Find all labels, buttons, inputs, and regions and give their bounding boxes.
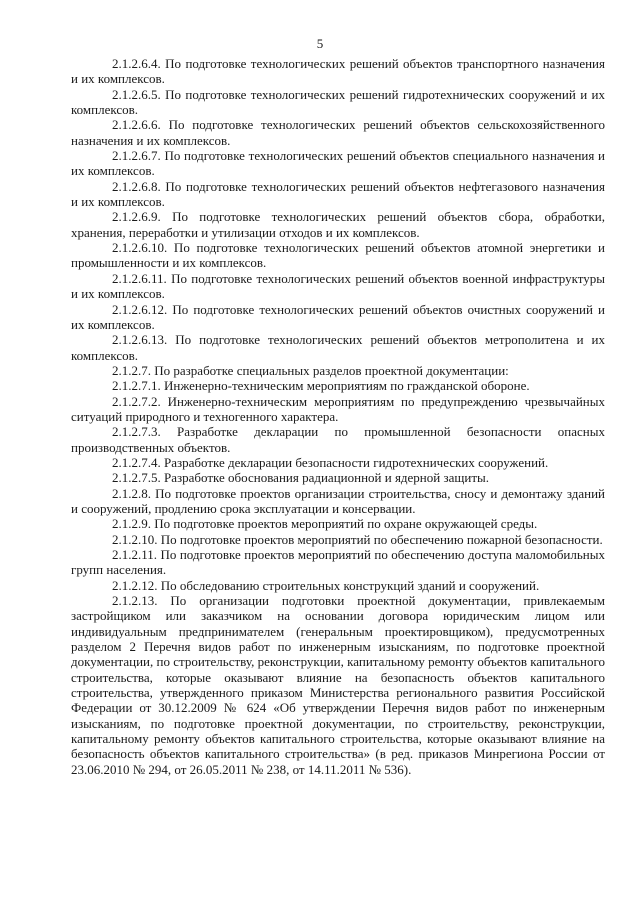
paragraph-2-1-2-6-12: 2.1.2.6.12. По подготовке технологических решений объектов очистных сооружений и их комплексов. bbox=[71, 301, 605, 332]
paragraph-2-1-2-8: 2.1.2.8. По подготовке проектов организации строительства, сносу и демонтажу зданий и сооружений, продлению срока эксплуатации и консервации. bbox=[71, 485, 605, 516]
page-number: 5 bbox=[316, 36, 324, 51]
paragraph-2-1-2-13: 2.1.2.13. По организации подготовки проектной документации, привлекаемым застройщиком или заказчиком на основании договора юридическим лицом или индивидуальным предпринимателем (генеральным проектировщиком), предусмотренных разделом 2 Перечня видов работ по инженерным изысканиям, по подготовке проектной документации, по строительству, реконструкции, капитальному ремонту объектов капитального строительства, которые оказывают влияние на безопасность объектов капитального строительства, утвержденного приказом Министерства регионального развития Российской Федерации от 30.12.2009 № 624 «Об утверждении Перечня видов работ по инженерным изысканиям, по подготовке проектной документации, по строительству, реконструкции, капитальному ремонту объектов капитального строительства, которые оказывают влияние на безопасность объектов капитального строительства» (в ред. приказов Минрегиона России от 23.06.2010 № 294, от 26.05.2011 № 238, от 14.11.2011 № 536). bbox=[71, 593, 605, 777]
paragraph-2-1-2-7-1: 2.1.2.7.1. Инженерно-техническим мероприятиям по гражданской обороне. bbox=[112, 378, 530, 394]
paragraph-2-1-2-6-9: 2.1.2.6.9. По подготовке технологических решений объектов сбора, обработки, хранения, переработки и утилизации отходов и их комплексов. bbox=[71, 209, 605, 240]
document-body bbox=[71, 56, 605, 777]
paragraph-2-1-2-6-6: 2.1.2.6.6. По подготовке технологических решений объектов сельскохозяйственного назначения и их комплексов. bbox=[71, 117, 605, 148]
paragraph-2-1-2-9: 2.1.2.9. По подготовке проектов мероприятий по охране окружающей среды. bbox=[112, 516, 538, 532]
paragraph-2-1-2-6-4: 2.1.2.6.4. По подготовке технологических решений объектов транспортного назначения и их комплексов. bbox=[71, 56, 605, 87]
paragraph-2-1-2-12: 2.1.2.12. По обследованию строительных конструкций зданий и сооружений. bbox=[112, 577, 540, 593]
paragraph-2-1-2-6-8: 2.1.2.6.8. По подготовке технологических решений объектов нефтегазового назначения и их комплексов. bbox=[71, 178, 605, 210]
paragraph-2-1-2-6-10: 2.1.2.6.10. По подготовке технологических решений объектов атомной энергетики и промышленности и их комплексов. bbox=[71, 240, 605, 271]
paragraph-2-1-2-7-4: 2.1.2.7.4. Разработке декларации безопасности гидротехнических сооружений. bbox=[112, 454, 549, 470]
paragraph-2-1-2-7-3: 2.1.2.7.3. Разработке декларации по промышленной безопасности опасных производственных объектов. bbox=[71, 424, 605, 455]
paragraph-2-1-2-6-7: 2.1.2.6.7. По подготовке технологических решений объектов специального назначения и их комплексов. bbox=[71, 148, 605, 179]
paragraph-2-1-2-11: 2.1.2.11. По подготовке проектов мероприятий по обеспечению доступа маломобильных групп населения. bbox=[71, 547, 605, 578]
paragraph-2-1-2-7: 2.1.2.7. По разработке специальных разделов проектной документации: bbox=[112, 362, 509, 378]
paragraph-2-1-2-6-5: 2.1.2.6.5. По подготовке технологических решений гидротехнических сооружений и их комплексов. bbox=[71, 86, 605, 118]
paragraph-2-1-2-7-2: 2.1.2.7.2. Инженерно-техническим мероприятиям по предупреждению чрезвычайных ситуаций природного и техногенного характера. bbox=[71, 393, 605, 424]
paragraph-2-1-2-6-11: 2.1.2.6.11. По подготовке технологических решений объектов военной инфраструктуры и их комплексов. bbox=[71, 270, 605, 302]
paragraph-2-1-2-7-5: 2.1.2.7.5. Разработке обоснования радиационной и ядерной защиты. bbox=[112, 470, 490, 486]
paragraph-2-1-2-6-13: 2.1.2.6.13. По подготовке технологических решений объектов метрополитена и их комплексов. bbox=[71, 332, 605, 363]
paragraph-2-1-2-10: 2.1.2.10. По подготовке проектов мероприятий по обеспечению пожарной безопасности. bbox=[112, 531, 603, 547]
